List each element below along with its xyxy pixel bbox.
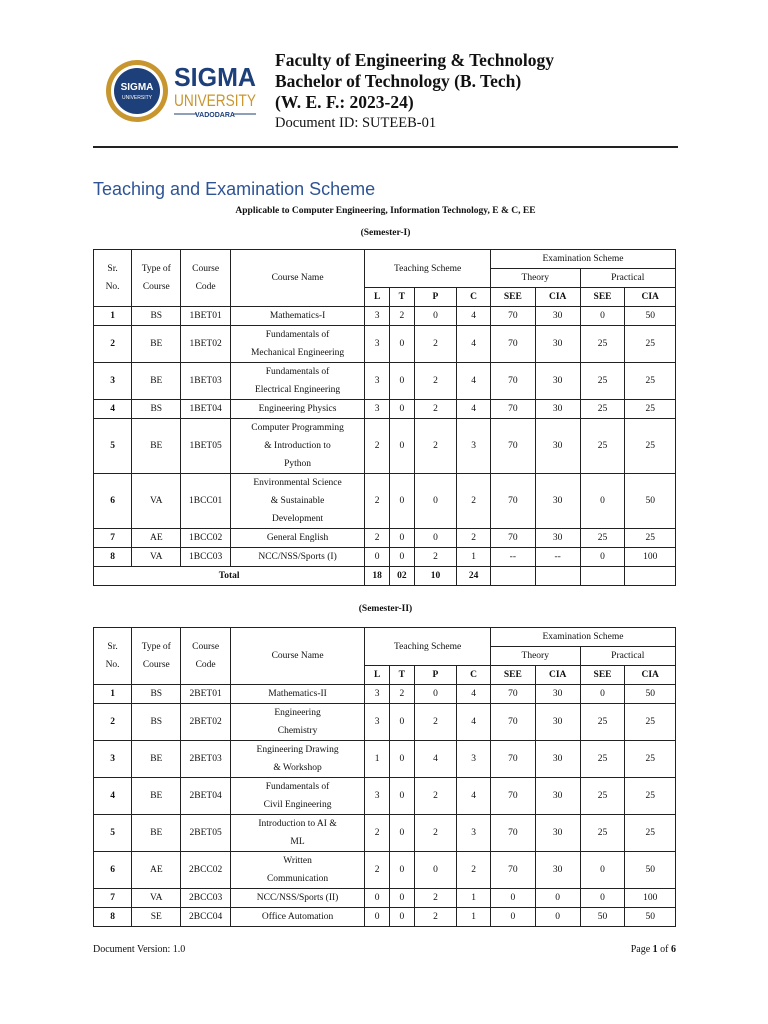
table-row [94,326,676,363]
document-id: Document ID: SUTEEB-01 [275,115,437,131]
total-value: 18 [365,567,390,586]
practical-see: 25 [580,704,625,741]
total-label: Total [94,567,365,586]
empty-cell [535,567,580,586]
course-type: BS [132,400,181,419]
table-row [94,419,676,474]
course-name: Environmental Science & Sustainable Development [230,474,365,529]
lecture: 0 [365,889,390,908]
empty-cell [490,567,535,586]
semester-2-label: (Semester-II) [358,604,413,614]
semester-2-table [93,627,676,927]
document-header [93,48,678,144]
theory-see: 70 [490,704,535,741]
theory-cia: 30 [535,307,580,326]
header-cia: CIA [535,288,580,307]
sr-no: 6 [94,852,132,889]
credits: 3 [457,741,491,778]
course-type: BS [132,704,181,741]
svg-text:UNIVERSITY: UNIVERSITY [174,91,256,110]
course-name: Mathematics-I [230,307,365,326]
course-code: 1BET05 [181,419,230,474]
theory-see: 70 [490,363,535,400]
practical-hours: 0 [414,307,457,326]
theory-cia: 30 [535,778,580,815]
header-see: SEE [490,288,535,307]
sr-no: 3 [94,741,132,778]
header-course-name: Course Name [230,250,365,307]
practical-see: 25 [580,363,625,400]
theory-see: 70 [490,400,535,419]
practical-hours: 2 [414,704,457,741]
header-cia: CIA [625,666,676,685]
credits: 4 [457,400,491,419]
practical-hours: 2 [414,548,457,567]
credits: 2 [457,852,491,889]
course-type: BE [132,778,181,815]
theory-see: 70 [490,741,535,778]
sr-no: 8 [94,548,132,567]
header-divider [93,146,678,148]
course-name: NCC/NSS/Sports (I) [230,548,365,567]
header-exam-scheme: Examination Scheme [490,628,675,647]
total-value: 10 [414,567,457,586]
theory-see: 70 [490,419,535,474]
header-sr-no: Sr. No. [94,250,132,307]
course-type: BS [132,307,181,326]
practical-hours: 2 [414,400,457,419]
course-name: Computer Programming & Introduction to Python [230,419,365,474]
header-t: T [389,288,414,307]
practical-see: 25 [580,400,625,419]
total-row [94,567,676,586]
course-type: SE [132,908,181,927]
program-title: Bachelor of Technology (B. Tech) [275,71,522,91]
course-code: 2BET02 [181,704,230,741]
course-name: Mathematics-II [230,685,365,704]
practical-see: 25 [580,419,625,474]
practical-see: 25 [580,529,625,548]
tutorial: 0 [389,908,414,927]
table-row [94,363,676,400]
header-theory: Theory [490,269,580,288]
section-title: Teaching and Examination Scheme [93,179,376,199]
practical-see: 0 [580,307,625,326]
practical-hours: 2 [414,363,457,400]
theory-cia: 30 [535,685,580,704]
practical-hours: 2 [414,419,457,474]
total-value: 24 [457,567,491,586]
lecture: 1 [365,741,390,778]
course-type: VA [132,474,181,529]
sr-no: 2 [94,326,132,363]
course-name: Office Automation [230,908,365,927]
practical-see: 0 [580,889,625,908]
semester-1-label: (Semester-I) [360,228,411,238]
credits: 4 [457,307,491,326]
lecture: 3 [365,326,390,363]
table-row [94,704,676,741]
sr-no: 2 [94,704,132,741]
lecture: 3 [365,778,390,815]
sr-no: 7 [94,529,132,548]
credits: 3 [457,815,491,852]
credits: 2 [457,474,491,529]
document-version: Document Version: 1.0 [93,944,186,955]
practical-hours: 2 [414,908,457,927]
sigma-university-logo [103,56,263,126]
applicable-programs: Applicable to Computer Engineering, Information Technology, E & C, EE [235,206,536,216]
theory-see: -- [490,548,535,567]
practical-hours: 4 [414,741,457,778]
course-code: 1BCC02 [181,529,230,548]
practical-see: 0 [580,548,625,567]
theory-see: 70 [490,307,535,326]
theory-cia: 30 [535,326,580,363]
svg-text:UNIVERSITY: UNIVERSITY [121,95,153,101]
svg-text:SIGMA: SIGMA [120,82,154,93]
table-row [94,307,676,326]
practical-cia: 25 [625,529,676,548]
header-practical: Practical [580,647,675,666]
practical-hours: 2 [414,815,457,852]
theory-cia: -- [535,548,580,567]
course-type: BE [132,326,181,363]
header-see: SEE [580,666,625,685]
course-code: 1BCC01 [181,474,230,529]
course-name: Engineering Physics [230,400,365,419]
table-row [94,852,676,889]
sr-no: 5 [94,815,132,852]
course-code: 2BET04 [181,778,230,815]
theory-see: 70 [490,529,535,548]
theory-cia: 30 [535,529,580,548]
header-type: Type of Course [132,250,181,307]
lecture: 3 [365,400,390,419]
course-code: 1BCC03 [181,548,230,567]
theory-see: 70 [490,326,535,363]
table-row [94,529,676,548]
header-see: SEE [580,288,625,307]
header-l: L [365,288,390,307]
course-name: Introduction to AI & ML [230,815,365,852]
practical-cia: 25 [625,741,676,778]
theory-cia: 30 [535,704,580,741]
practical-see: 25 [580,326,625,363]
course-name: NCC/NSS/Sports (II) [230,889,365,908]
tutorial: 0 [389,326,414,363]
empty-cell [625,567,676,586]
course-code: 1BET02 [181,326,230,363]
lecture: 2 [365,852,390,889]
header-cia: CIA [625,288,676,307]
page-number: Page 1 of 6 [630,944,676,955]
header-code: Course Code [181,250,230,307]
practical-hours: 0 [414,685,457,704]
header-l: L [365,666,390,685]
header-c: C [457,288,491,307]
credits: 4 [457,685,491,704]
semester-1-table [93,249,676,586]
practical-hours: 2 [414,778,457,815]
practical-hours: 0 [414,852,457,889]
practical-see: 0 [580,852,625,889]
tutorial: 0 [389,400,414,419]
theory-see: 70 [490,852,535,889]
course-code: 2BCC02 [181,852,230,889]
tutorial: 0 [389,778,414,815]
theory-cia: 30 [535,852,580,889]
course-type: BE [132,815,181,852]
course-type: BE [132,363,181,400]
sr-no: 7 [94,889,132,908]
course-code: 2BET03 [181,741,230,778]
credits: 4 [457,363,491,400]
theory-cia: 30 [535,741,580,778]
table-row [94,815,676,852]
course-code: 1BET04 [181,400,230,419]
header-p: P [414,288,457,307]
theory-see: 0 [490,908,535,927]
lecture: 3 [365,685,390,704]
table-row [94,741,676,778]
header-p: P [414,666,457,685]
practical-cia: 100 [625,889,676,908]
practical-cia: 50 [625,908,676,927]
table-row [94,548,676,567]
tutorial: 0 [389,419,414,474]
course-type: BE [132,419,181,474]
wef-year: (W. E. F.: 2023-24) [275,92,414,112]
theory-see: 70 [490,778,535,815]
course-type: BS [132,685,181,704]
course-name: Engineering Drawing & Workshop [230,741,365,778]
table-row [94,685,676,704]
theory-see: 70 [490,474,535,529]
tutorial: 0 [389,815,414,852]
theory-cia: 0 [535,908,580,927]
header-exam-scheme: Examination Scheme [490,250,675,269]
tutorial: 0 [389,474,414,529]
theory-cia: 30 [535,419,580,474]
lecture: 2 [365,529,390,548]
theory-cia: 30 [535,815,580,852]
course-type: AE [132,529,181,548]
table-row [94,889,676,908]
header-c: C [457,666,491,685]
credits: 4 [457,704,491,741]
course-code: 2BCC04 [181,908,230,927]
sr-no: 6 [94,474,132,529]
practical-see: 25 [580,778,625,815]
header-course-name: Course Name [230,628,365,685]
tutorial: 0 [389,704,414,741]
tutorial: 2 [389,307,414,326]
practical-cia: 25 [625,704,676,741]
svg-text:VADODARA: VADODARA [195,112,235,119]
course-code: 2BET05 [181,815,230,852]
course-name: Written Communication [230,852,365,889]
practical-see: 0 [580,685,625,704]
table-row [94,908,676,927]
credits: 1 [457,889,491,908]
theory-see: 70 [490,685,535,704]
course-name: General English [230,529,365,548]
theory-see: 70 [490,815,535,852]
sr-no: 4 [94,400,132,419]
theory-cia: 30 [535,363,580,400]
practical-see: 50 [580,908,625,927]
practical-cia: 50 [625,685,676,704]
course-name: Fundamentals of Electrical Engineering [230,363,365,400]
tutorial: 0 [389,889,414,908]
theory-cia: 0 [535,889,580,908]
theory-cia: 30 [535,474,580,529]
practical-hours: 0 [414,474,457,529]
sr-no: 3 [94,363,132,400]
tutorial: 0 [389,852,414,889]
header-sr-no: Sr. No. [94,628,132,685]
practical-cia: 25 [625,363,676,400]
header-t: T [389,666,414,685]
header-practical: Practical [580,269,675,288]
theory-cia: 30 [535,400,580,419]
lecture: 3 [365,704,390,741]
course-name: Engineering Chemistry [230,704,365,741]
course-type: VA [132,548,181,567]
total-value: 02 [389,567,414,586]
tutorial: 2 [389,685,414,704]
table-row [94,400,676,419]
sr-no: 8 [94,908,132,927]
course-type: VA [132,889,181,908]
practical-cia: 25 [625,778,676,815]
lecture: 3 [365,363,390,400]
lecture: 0 [365,908,390,927]
credits: 4 [457,778,491,815]
practical-see: 25 [580,815,625,852]
practical-see: 0 [580,474,625,529]
practical-hours: 2 [414,326,457,363]
sr-no: 1 [94,307,132,326]
header-type: Type of Course [132,628,181,685]
tutorial: 0 [389,741,414,778]
theory-see: 0 [490,889,535,908]
practical-cia: 50 [625,474,676,529]
course-code: 2BCC03 [181,889,230,908]
course-code: 1BET01 [181,307,230,326]
header-code: Course Code [181,628,230,685]
practical-hours: 0 [414,529,457,548]
sr-no: 5 [94,419,132,474]
practical-cia: 100 [625,548,676,567]
header-theory: Theory [490,647,580,666]
header-teaching-scheme: Teaching Scheme [365,628,491,666]
svg-text:SIGMA: SIGMA [174,62,257,92]
credits: 2 [457,529,491,548]
course-code: 1BET03 [181,363,230,400]
practical-cia: 50 [625,852,676,889]
header-see: SEE [490,666,535,685]
faculty-title: Faculty of Engineering & Technology [275,50,555,70]
credits: 3 [457,419,491,474]
tutorial: 0 [389,529,414,548]
credits: 1 [457,908,491,927]
credits: 1 [457,548,491,567]
course-name: Fundamentals of Mechanical Engineering [230,326,365,363]
lecture: 3 [365,307,390,326]
practical-cia: 25 [625,419,676,474]
practical-hours: 2 [414,889,457,908]
lecture: 2 [365,474,390,529]
course-type: AE [132,852,181,889]
lecture: 0 [365,548,390,567]
sr-no: 1 [94,685,132,704]
empty-cell [580,567,625,586]
course-code: 2BET01 [181,685,230,704]
lecture: 2 [365,815,390,852]
course-name: Fundamentals of Civil Engineering [230,778,365,815]
table-row [94,778,676,815]
practical-cia: 25 [625,400,676,419]
header-teaching-scheme: Teaching Scheme [365,250,491,288]
practical-see: 25 [580,741,625,778]
tutorial: 0 [389,363,414,400]
lecture: 2 [365,419,390,474]
practical-cia: 25 [625,326,676,363]
table-row [94,474,676,529]
practical-cia: 25 [625,815,676,852]
practical-cia: 50 [625,307,676,326]
credits: 4 [457,326,491,363]
sr-no: 4 [94,778,132,815]
tutorial: 0 [389,548,414,567]
header-cia: CIA [535,666,580,685]
course-type: BE [132,741,181,778]
